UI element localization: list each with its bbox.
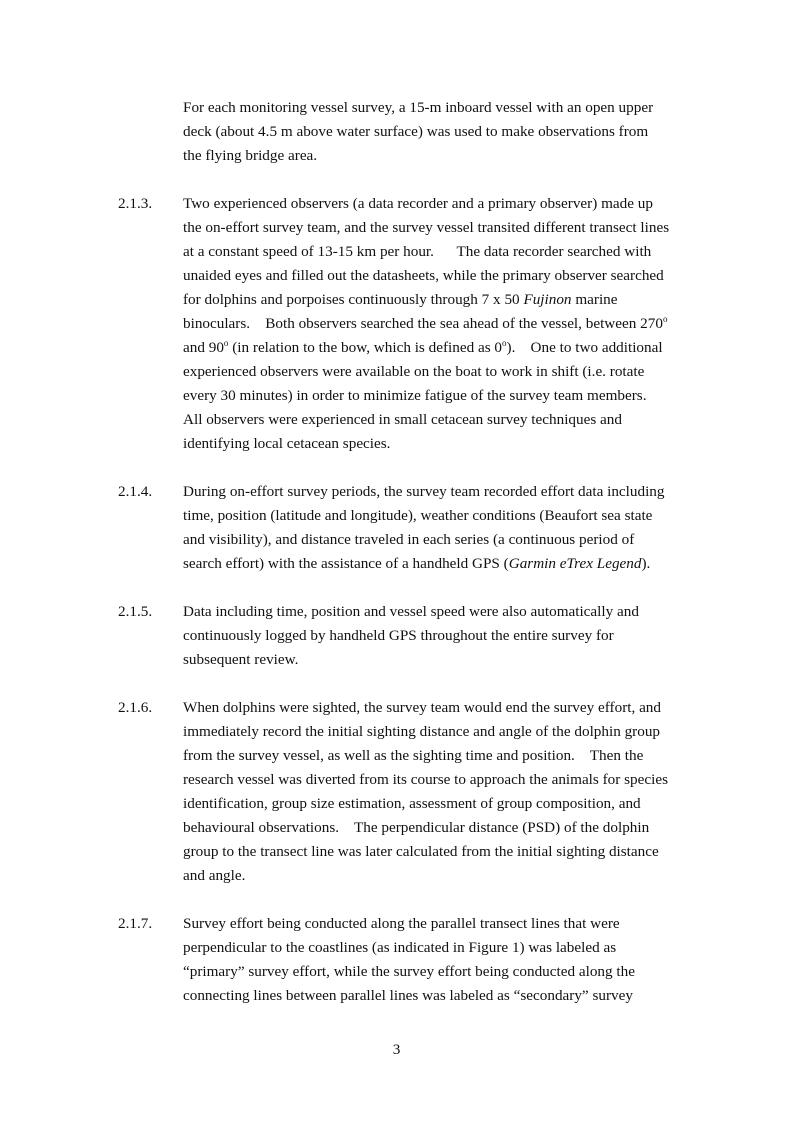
section-number: 2.1.4. xyxy=(118,483,153,500)
text-run: ). One to two additional xyxy=(506,339,663,356)
text-line: deck (about 4.5 m above water surface) was used to make observations from xyxy=(183,123,649,140)
section-number: 2.1.7. xyxy=(118,915,153,932)
text-line: Survey effort being conducted along the parallel transect lines that were xyxy=(183,915,620,932)
text-line: and angle. xyxy=(183,867,246,884)
text-run: (in relation to the bow, which is defined as 0 xyxy=(228,339,503,356)
text-run: binoculars. Both observers searched the sea ahead of the vessel, between 270 xyxy=(183,315,663,332)
text-line: time, position (latitude and longitude), weather conditions (Beaufort sea state xyxy=(183,507,653,524)
text-line: All observers were experienced in small cetacean survey techniques and xyxy=(183,411,622,428)
text-line: identifying local cetacean species. xyxy=(183,435,391,452)
text-line: the flying bridge area. xyxy=(183,147,318,164)
text-run: marine xyxy=(571,291,618,308)
degree-superscript: o xyxy=(662,314,668,324)
text-line: continuously logged by handheld GPS throughout the entire survey for xyxy=(183,627,614,644)
page-number: 3 xyxy=(392,1041,401,1058)
text-line: identification, group size estimation, assessment of group composition, and xyxy=(183,795,641,812)
section-number: 2.1.3. xyxy=(118,195,153,212)
text-line: from the survey vessel, as well as the sighting time and position. Then the xyxy=(183,747,644,764)
italic-brand-name: Fujinon xyxy=(523,291,572,308)
text-run: ). xyxy=(641,555,651,572)
text-line: experienced observers were available on the boat to work in shift (i.e. rotate xyxy=(183,363,645,380)
degree-superscript: o xyxy=(502,338,507,348)
text-line: When dolphins were sighted, the survey team would end the survey effort, and xyxy=(183,699,661,716)
text-line: Data including time, position and vessel speed were also automatically and xyxy=(183,603,639,620)
text-line xyxy=(183,555,650,573)
text-line: subsequent review. xyxy=(183,651,299,668)
text-line xyxy=(183,339,663,357)
text-line: During on-effort survey periods, the survey team recorded effort data including xyxy=(183,483,665,500)
degree-superscript: o xyxy=(223,338,229,348)
text-line: group to the transect line was later calculated from the initial sighting distance xyxy=(183,843,659,860)
text-line: unaided eyes and filled out the datasheets, while the primary observer searched xyxy=(183,267,664,284)
text-line: Two experienced observers (a data recorder and a primary observer) made up xyxy=(183,195,653,212)
text-line: research vessel was diverted from its course to approach the animals for species xyxy=(183,771,668,788)
text-line: at a constant speed of 13-15 km per hour. The data recorder searched with xyxy=(183,243,652,260)
section-number: 2.1.6. xyxy=(118,699,153,716)
text-line xyxy=(183,315,667,333)
text-line: “primary” survey effort, while the survey effort being conducted along the xyxy=(183,963,635,980)
text-line: and visibility), and distance traveled in each series (a continuous period of xyxy=(183,531,635,548)
text-line: behavioural observations. The perpendicular distance (PSD) of the dolphin xyxy=(183,819,650,836)
section-number: 2.1.5. xyxy=(118,603,153,620)
text-line: immediately record the initial sighting distance and angle of the dolphin group xyxy=(183,723,661,740)
text-run: for dolphins and porpoises continuously through 7 x 50 xyxy=(183,291,524,308)
italic-device-name: Garmin eTrex Legend xyxy=(508,555,642,572)
text-line: perpendicular to the coastlines (as indicated in Figure 1) was labeled as xyxy=(183,939,617,956)
text-line xyxy=(183,291,618,309)
text-line: For each monitoring vessel survey, a 15-m inboard vessel with an open upper xyxy=(183,99,654,116)
text-line: the on-effort survey team, and the survey vessel transited different transect lines xyxy=(183,219,670,236)
text-line: every 30 minutes) in order to minimize fatigue of the survey team members. xyxy=(183,387,647,404)
text-line: connecting lines between parallel lines was labeled as “secondary” survey xyxy=(183,987,633,1004)
text-run: search effort) with the assistance of a handheld GPS ( xyxy=(183,555,509,572)
text-run: and 90 xyxy=(183,339,224,356)
